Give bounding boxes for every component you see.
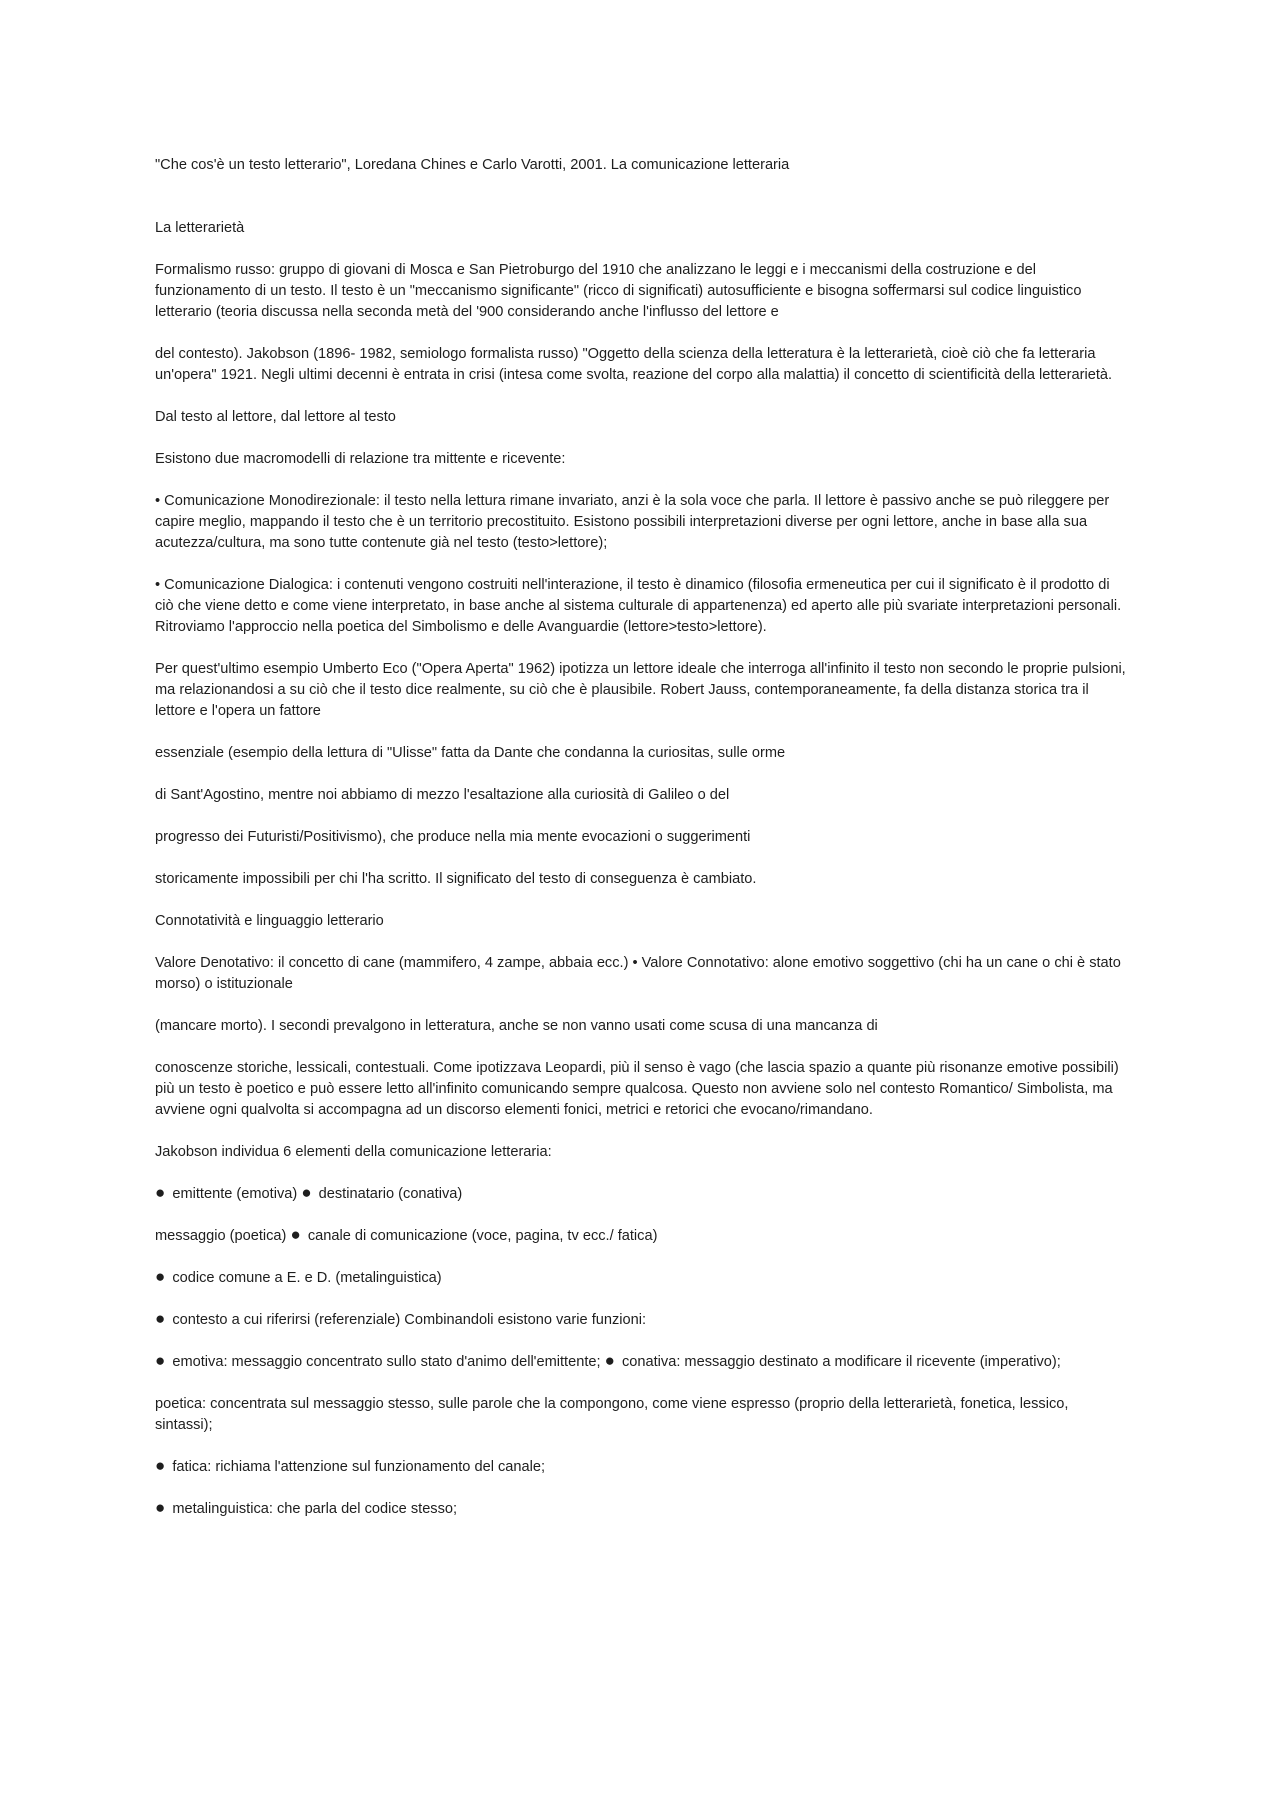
list-item-fatica [155, 1457, 1130, 1478]
element-emittente: emittente (emotiva) [172, 1186, 298, 1202]
list-item-contesto [155, 1310, 1130, 1331]
line-mancare: (mancare morto). I secondi prevalgono in letteratura, anche se non vanno usati come scusa di una mancanza di [155, 1018, 878, 1034]
section-heading-letterarieta: La letterarietà [155, 220, 245, 236]
paragraph-macromodelli: Esistono due macromodelli di relazione tra mittente e ricevente: [155, 451, 566, 467]
function-metalinguistica: metalinguistica: che parla del codice stesso; [172, 1501, 458, 1517]
element-messaggio: messaggio (poetica) [155, 1228, 287, 1244]
function-conativa: conativa: messaggio destinato a modificare il ricevente (imperativo); [621, 1354, 1061, 1370]
list-item-metalinguistica [155, 1499, 1130, 1520]
element-canale: canale di comunicazione (voce, pagina, tv ecc./ fatica) [307, 1228, 658, 1244]
paragraph-dialogica: • Comunicazione Dialogica: i contenuti vengono costruiti nell'interazione, il testo è dinamico (filosofia ermeneutica per cui il significato è il prodotto di ciò che viene detto e come viene interpretato, in base anche al sistema culturale di appartenenza) ed aperto alle più svariate interpretazioni personali. Ritroviamo l'approccio nella poetica del Simbolismo e delle Avanguardie (lettore>testo>lettore). [155, 577, 1122, 635]
paragraph-jakobson-elementi: Jakobson individua 6 elementi della comunicazione letteraria: [155, 1144, 552, 1160]
bullet-icon: ● [155, 1498, 166, 1517]
paragraph-poetica: poetica: concentrata sul messaggio stesso, sulle parole che la compongono, come viene espresso (proprio della letterarietà, fonetica, lessico, sintassi); [155, 1396, 1069, 1433]
section-heading-connotativita: Connotatività e linguaggio letterario [155, 913, 384, 929]
line-storicamente: storicamente impossibili per chi l'ha scritto. Il significato del testo di conseguenza è cambiato. [155, 871, 757, 887]
line-agostino: di Sant'Agostino, mentre noi abbiamo di mezzo l'esaltazione alla curiosità di Galileo o del [155, 787, 730, 803]
bullet-icon: ● [155, 1309, 166, 1328]
element-destinatario: destinatario (conativa) [318, 1186, 463, 1202]
list-item-emotiva-conativa [155, 1352, 1130, 1373]
bullet-icon: ● [155, 1456, 166, 1475]
function-fatica: fatica: richiama l'attenzione sul funzionamento del canale; [172, 1459, 546, 1475]
document-page [155, 155, 1130, 1541]
element-contesto: contesto a cui riferirsi (referenziale) Combinandoli esistono varie funzioni: [172, 1312, 647, 1328]
paragraph-monodirezionale: • Comunicazione Monodirezionale: il testo nella lettura rimane invariato, anzi è la sola voce che parla. Il lettore è passivo anche se può rileggere per capire meglio, mappando il testo che è un territorio precostituito. Esistono possibili interpretazioni diverse per ogni lettore, anche in base alla sua acutezza/cultura, ma sono tutte contenute già nel testo (testo>lettore); [155, 493, 1110, 551]
document-title-line: "Che cos'è un testo letterario", Loredana Chines e Carlo Varotti, 2001. La comunicazione letteraria [155, 157, 790, 173]
section-heading-dal-testo: Dal testo al lettore, dal lettore al testo [155, 409, 396, 425]
list-item-codice [155, 1268, 1130, 1289]
element-codice: codice comune a E. e D. (metalinguistica) [172, 1270, 442, 1286]
bullet-icon: ● [604, 1351, 615, 1370]
paragraph-formalismo: Formalismo russo: gruppo di giovani di Mosca e San Pietroburgo del 1910 che analizzano le leggi e i meccanismi della costruzione e del funzionamento di un testo. Il testo è un "meccanismo significante" (ricco di significati) autosufficiente e bisogna soffermarsi sul codice linguistico letterario (teoria discussa nella seconda metà del '900 considerando anche l'influsso del lettore e [155, 262, 1082, 320]
line-essenziale: essenziale (esempio della lettura di "Ulisse" fatta da Dante che condanna la curiositas, sulle orme [155, 745, 786, 761]
bullet-icon: ● [155, 1183, 166, 1202]
bullet-icon: ● [155, 1267, 166, 1286]
paragraph-eco: Per quest'ultimo esempio Umberto Eco ("Opera Aperta" 1962) ipotizza un lettore ideale che interroga all'infinito il testo non secondo le proprie pulsioni, ma relazionandosi a su ciò che il testo dice realmente, su ciò che è plausibile. Robert Jauss, contemporaneamente, fa della distanza storica tra il lettore e l'opera un fattore [155, 661, 1126, 719]
paragraph-denotativo: Valore Denotativo: il concetto di cane (mammifero, 4 zampe, abbaia ecc.) • Valore Connotativo: alone emotivo soggettivo (chi ha un cane o chi è stato morso) o istituzionale [155, 955, 1121, 992]
paragraph-jakobson-letterarieta: del contesto). Jakobson (1896- 1982, semiologo formalista russo) "Oggetto della scienza della letteratura è la letterarietà, cioè ciò che fa letteraria un'opera" 1921. Negli ultimi decenni è entrata in crisi (intesa come svolta, reazione del corpo alla malattia) il concetto di scientificità della letterarietà. [155, 346, 1113, 383]
bullet-icon: ● [290, 1225, 301, 1244]
line-progresso: progresso dei Futuristi/Positivismo), che produce nella mia mente evocazioni o suggerimenti [155, 829, 751, 845]
bullet-icon: ● [155, 1351, 166, 1370]
list-item-messaggio-canale [155, 1226, 1130, 1247]
function-emotiva: emotiva: messaggio concentrato sullo stato d'animo dell'emittente; [172, 1354, 601, 1370]
paragraph-conoscenze: conoscenze storiche, lessicali, contestuali. Come ipotizzava Leopardi, più il senso è vago (che lascia spazio a quante più risonanze emotive possibili) più un testo è poetico e può essere letto all'infinito comunicando sempre qualcosa. Questo non avviene solo nel contesto Romantico/ Simbolista, ma avviene ogni qualvolta si accompagna ad un discorso elementi fonici, metrici e retorici che evocano/rimandano. [155, 1060, 1119, 1118]
list-item-emittente-destinatario [155, 1184, 1130, 1205]
bullet-icon: ● [301, 1183, 312, 1202]
